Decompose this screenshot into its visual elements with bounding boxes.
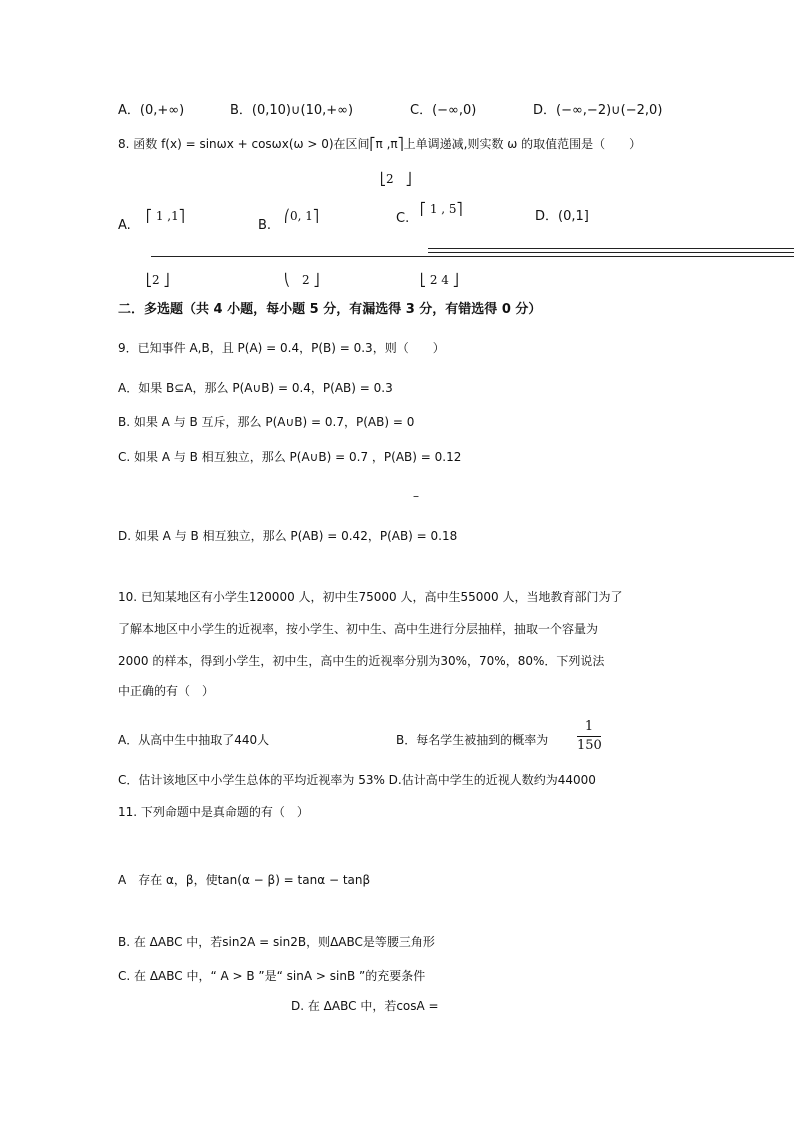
- q10-line-1: 10. 已知某地区有小学生120000 人，初中生75000 人，高中生55000 人，当地教育部门为了: [118, 590, 623, 604]
- q9-option-b: B. 如果 A 与 B 互斥，那么 P(A∪B) = 0.7，P(AB) = 0: [118, 415, 415, 429]
- q8-option-c-top: ⎡ 1 , 5⎤: [420, 202, 463, 216]
- q8-interval-lower: ⎣2 ⎦: [380, 172, 412, 186]
- q9-overbar-mark: –: [413, 489, 419, 503]
- q8-option-b-top: ⎛0, 1⎤: [284, 209, 319, 223]
- q11-option-c: C. 在 ΔABC 中，“ A > B ”是“ sinA > sinB ”的充要条件: [118, 969, 426, 983]
- q7-option-d: D．(−∞,−2)∪(−2,0): [533, 103, 663, 118]
- section-title: 二．多选题（共 4 小题，每小题 5 分，有漏选得 3 分，有错选得 0 分）: [118, 302, 542, 317]
- fraction-bar: [577, 736, 601, 737]
- q10-line-4: 中正确的有（ ）: [118, 684, 215, 698]
- q8-option-c-label: C.: [396, 211, 410, 226]
- q9-stem: 9．已知事件 A,B，且 P(A) = 0.4，P(B) = 0.3，则（ ）: [118, 341, 445, 355]
- q11-option-d: D. 在 ΔABC 中，若cosA =: [291, 999, 439, 1013]
- q8-option-d: D．(0,1]: [535, 209, 589, 224]
- q8-option-a-top: ⎡ 1 ,1⎤: [146, 209, 185, 223]
- q11-option-a: A 存在 α，β，使tan(α − β) = tanα − tanβ: [118, 873, 371, 887]
- fraction-numerator: 1: [584, 719, 594, 734]
- q7-option-a: A．(0,+∞): [118, 103, 185, 118]
- q10-line-3: 2000 的样本，得到小学生，初中生，高中生的近视率分别为30%，70%，80%．下列说法: [118, 654, 605, 668]
- q8-option-a-label: A.: [118, 218, 131, 233]
- q8-option-c-bottom: ⎣ 2 4 ⎦: [420, 273, 459, 287]
- q8-option-a-bottom: ⎣2 ⎦: [146, 273, 170, 287]
- divider-line-double-top: [428, 248, 794, 249]
- q10-option-b: B．每名学生被抽到的概率为: [396, 733, 549, 747]
- fraction-denominator: 150: [577, 738, 602, 753]
- divider-line: [151, 256, 794, 257]
- q10-option-b-fraction: [577, 719, 601, 754]
- q11-option-b: B. 在 ΔABC 中，若sin2A = sin2B，则ΔABC是等腰三角形: [118, 935, 435, 949]
- q10-option-a: A．从高中生中抽取了440人: [118, 733, 270, 747]
- q7-option-c: C．(−∞,0): [410, 103, 477, 118]
- q8-option-b-label: B.: [258, 218, 272, 233]
- q9-option-a: A．如果 B⊆A，那么 P(A∪B) = 0.4，P(AB) = 0.3: [118, 381, 393, 395]
- q9-option-c: C. 如果 A 与 B 相互独立，那么 P(A∪B) = 0.7 ，P(AB) = 0.12: [118, 450, 462, 464]
- q11-stem: 11. 下列命题中是真命题的有（ ）: [118, 805, 309, 819]
- q10-options-cd: C．估计该地区中小学生总体的平均近视率为 53% D.估计高中学生的近视人数约为44000: [118, 773, 596, 787]
- q10-line-2: 了解本地区中小学生的近视率，按小学生、初中生、高中生进行分层抽样，抽取一个容量为: [118, 622, 599, 636]
- q9-option-d: D. 如果 A 与 B 相互独立，那么 P(AB) = 0.42，P(AB) = 0.18: [118, 529, 458, 543]
- divider-line-double-mid: [428, 252, 794, 253]
- q7-option-b: B．(0,10)∪(10,+∞): [230, 103, 354, 118]
- q8-option-b-bottom: ⎝ 2 ⎦: [284, 273, 320, 287]
- q8-stem: 8. 函数 f(x) = sinωx + cosωx(ω > 0)在区间⎡π ,π⎤上单调递减,则实数 ω 的取值范围是（ ）: [118, 137, 642, 151]
